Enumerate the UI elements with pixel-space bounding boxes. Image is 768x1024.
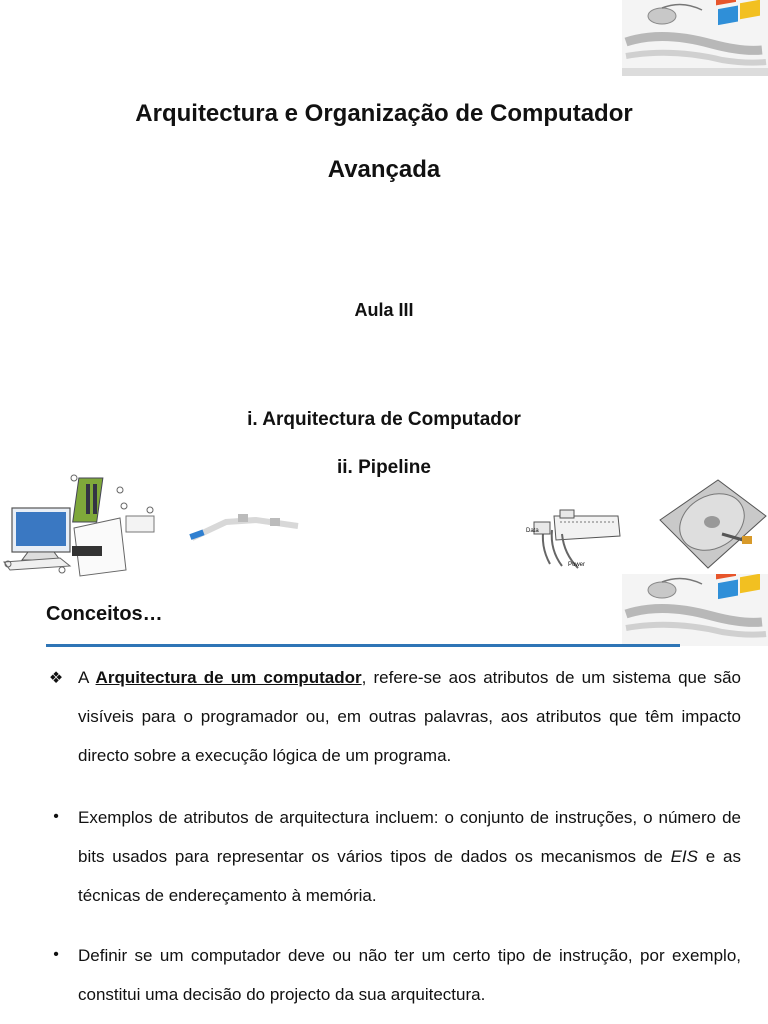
text-run: A <box>78 668 96 687</box>
text-run: , refere-se aos atributos de um sistema que são visíveis para o programador ou, em outras palavras, aos atributos que têm impacto directo sobre a execução lógica de um programa. <box>78 668 742 765</box>
diamond-bullet-icon: ❖ <box>48 670 64 687</box>
ribbon-cable-illustration <box>186 508 306 544</box>
bullet-paragraph-definition <box>78 658 741 775</box>
topic-item: ii. Pipeline <box>337 457 431 478</box>
key-term: Arquitectura de um computador <box>95 668 362 687</box>
bullet-dot-icon: • <box>53 808 59 825</box>
title-line-1: Arquitectura e Organização de Computador <box>135 100 633 127</box>
mouse-logo-illustration-top <box>622 0 768 76</box>
title-line-2: Avançada <box>327 156 441 183</box>
cable-label: Power <box>568 562 586 568</box>
bullet-dot-icon: • <box>53 946 59 963</box>
text-run: Exemplos de atributos de arquitectura incluem: o conjunto de instruções, o número de bits usados para representar os vários tipos de dados os mecanismos de <box>78 808 741 866</box>
topic-item: i. Arquitectura de Computador <box>247 409 521 430</box>
mouse-logo-illustration-bottom <box>622 574 768 646</box>
computer-diagram-illustration <box>0 470 170 580</box>
lesson-label: Aula III <box>354 300 414 320</box>
hard-drive-illustration <box>656 476 768 572</box>
section-divider <box>46 644 680 647</box>
bullet-paragraph-decision: Definir se um computador deve ou não ter um certo tipo de instrução, por exemplo, constitui uma decisão do projecto da sua arquitectura. <box>78 946 741 1004</box>
cable-label: Data <box>526 528 539 534</box>
presentation-title <box>0 86 768 198</box>
section-heading: Conceitos… <box>46 603 163 625</box>
text-run: e as técnicas de endereçamento à memória. <box>78 847 741 905</box>
bullet-paragraph-examples <box>78 798 741 915</box>
italic-term: EIS <box>670 847 698 866</box>
connector-cable-illustration <box>520 496 628 576</box>
